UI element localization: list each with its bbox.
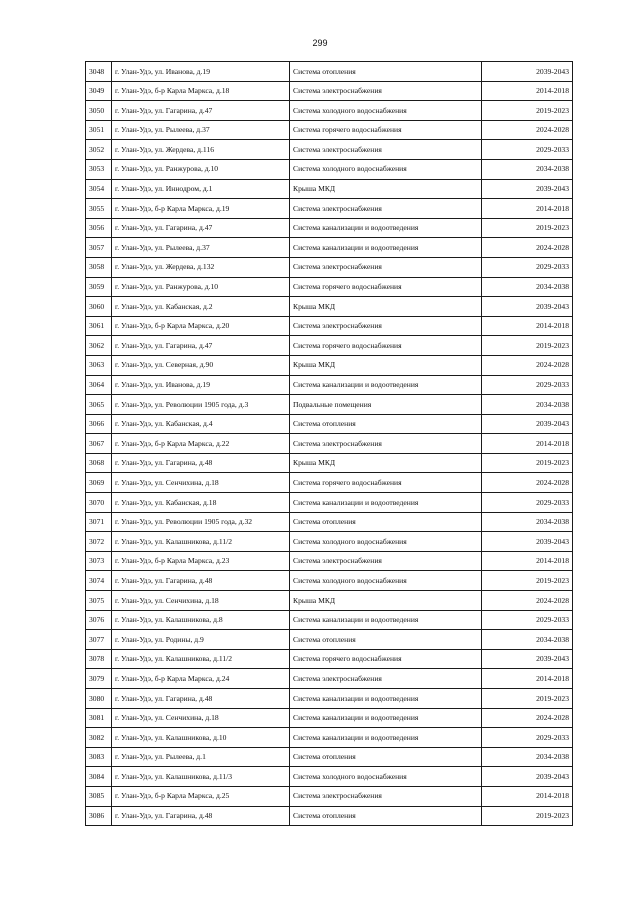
period-cell: 2034-2038 [482, 630, 573, 650]
system-cell: Крыша МКД [290, 453, 482, 473]
system-cell: Крыша МКД [290, 179, 482, 199]
period-cell: 2039-2043 [482, 179, 573, 199]
system-cell: Система холодного водоснабжения [290, 767, 482, 787]
address-cell: г. Улан-Удэ, ул. Иннодром, д.1 [112, 179, 290, 199]
table-row [86, 551, 573, 571]
system-cell: Система отопления [290, 747, 482, 767]
row-number-cell: 3054 [86, 179, 112, 199]
row-number-cell: 3068 [86, 453, 112, 473]
period-cell: 2019-2023 [482, 101, 573, 121]
system-cell: Система отопления [290, 806, 482, 826]
address-cell: г. Улан-Удэ, ул. Кабанская, д.4 [112, 414, 290, 434]
period-cell: 2034-2038 [482, 159, 573, 179]
period-cell: 2019-2023 [482, 453, 573, 473]
period-cell: 2034-2038 [482, 277, 573, 297]
address-cell: г. Улан-Удэ, б-р Карла Маркса, д.20 [112, 316, 290, 336]
system-cell: Система электроснабжения [290, 434, 482, 454]
address-cell: г. Улан-Удэ, ул. Рылеева, д.1 [112, 747, 290, 767]
address-cell: г. Улан-Удэ, ул. Родины, д.9 [112, 630, 290, 650]
period-cell: 2039-2043 [482, 62, 573, 82]
system-cell: Подвальные помещения [290, 395, 482, 415]
address-cell: г. Улан-Удэ, б-р Карла Маркса, д.23 [112, 551, 290, 571]
address-cell: г. Улан-Удэ, б-р Карла Маркса, д.25 [112, 786, 290, 806]
address-cell: г. Улан-Удэ, б-р Карла Маркса, д.22 [112, 434, 290, 454]
period-cell: 2034-2038 [482, 395, 573, 415]
address-cell: г. Улан-Удэ, ул. Ранжурова, д.10 [112, 277, 290, 297]
system-cell: Система электроснабжения [290, 257, 482, 277]
address-cell: г. Улан-Удэ, б-р Карла Маркса, д.24 [112, 669, 290, 689]
period-cell: 2014-2018 [482, 199, 573, 219]
row-number-cell: 3085 [86, 786, 112, 806]
table-row [86, 120, 573, 140]
address-cell: г. Улан-Удэ, ул. Кабанская, д.18 [112, 493, 290, 513]
table-row [86, 257, 573, 277]
address-cell: г. Улан-Удэ, ул. Калашникова, д.8 [112, 610, 290, 630]
address-cell: г. Улан-Удэ, ул. Гагарина, д.48 [112, 571, 290, 591]
system-cell: Система отопления [290, 62, 482, 82]
address-cell: г. Улан-Удэ, ул. Рылеева, д.37 [112, 120, 290, 140]
table-row [86, 62, 573, 82]
period-cell: 2039-2043 [482, 532, 573, 552]
address-cell: г. Улан-Удэ, ул. Гагарина, д.48 [112, 806, 290, 826]
system-cell: Система электроснабжения [290, 199, 482, 219]
system-cell: Крыша МКД [290, 297, 482, 317]
system-cell: Система холодного водоснабжения [290, 571, 482, 591]
table-row [86, 218, 573, 238]
row-number-cell: 3075 [86, 591, 112, 611]
period-cell: 2039-2043 [482, 767, 573, 787]
address-cell: г. Улан-Удэ, ул. Революции 1905 года, д.3 [112, 395, 290, 415]
period-cell: 2029-2033 [482, 140, 573, 160]
period-cell: 2029-2033 [482, 257, 573, 277]
address-cell: г. Улан-Удэ, б-р Карла Маркса, д.19 [112, 199, 290, 219]
address-cell: г. Улан-Удэ, ул. Жердева, д.116 [112, 140, 290, 160]
row-number-cell: 3061 [86, 316, 112, 336]
system-cell: Система электроснабжения [290, 316, 482, 336]
row-number-cell: 3062 [86, 336, 112, 356]
period-cell: 2019-2023 [482, 336, 573, 356]
table-row [86, 630, 573, 650]
address-cell: г. Улан-Удэ, ул. Северная, д.90 [112, 355, 290, 375]
table-row [86, 101, 573, 121]
system-cell: Система канализации и водоотведения [290, 238, 482, 258]
table-row [86, 532, 573, 552]
row-number-cell: 3055 [86, 199, 112, 219]
period-cell: 2014-2018 [482, 786, 573, 806]
row-number-cell: 3070 [86, 493, 112, 513]
address-cell: г. Улан-Удэ, ул. Калашникова, д.11/2 [112, 532, 290, 552]
address-cell: г. Улан-Удэ, ул. Кабанская, д.2 [112, 297, 290, 317]
row-number-cell: 3071 [86, 512, 112, 532]
table-row [86, 336, 573, 356]
period-cell: 2024-2028 [482, 355, 573, 375]
system-cell: Крыша МКД [290, 355, 482, 375]
system-cell: Система холодного водоснабжения [290, 101, 482, 121]
address-cell: г. Улан-Удэ, ул. Гагарина, д.48 [112, 453, 290, 473]
table-row [86, 591, 573, 611]
period-cell: 2029-2033 [482, 493, 573, 513]
row-number-cell: 3084 [86, 767, 112, 787]
row-number-cell: 3053 [86, 159, 112, 179]
period-cell: 2039-2043 [482, 297, 573, 317]
table-row [86, 140, 573, 160]
system-cell: Система холодного водоснабжения [290, 159, 482, 179]
row-number-cell: 3058 [86, 257, 112, 277]
system-cell: Система канализации и водоотведения [290, 493, 482, 513]
table-row [86, 297, 573, 317]
row-number-cell: 3077 [86, 630, 112, 650]
table-row [86, 649, 573, 669]
table-row [86, 708, 573, 728]
row-number-cell: 3083 [86, 747, 112, 767]
system-cell: Система горячего водоснабжения [290, 120, 482, 140]
table-row [86, 316, 573, 336]
address-cell: г. Улан-Удэ, ул. Гагарина, д.47 [112, 336, 290, 356]
table-row [86, 355, 573, 375]
period-cell: 2019-2023 [482, 218, 573, 238]
period-cell: 2014-2018 [482, 316, 573, 336]
period-cell: 2014-2018 [482, 551, 573, 571]
address-cell: г. Улан-Удэ, ул. Революции 1905 года, д.32 [112, 512, 290, 532]
period-cell: 2014-2018 [482, 669, 573, 689]
row-number-cell: 3052 [86, 140, 112, 160]
period-cell: 2024-2028 [482, 473, 573, 493]
table-row [86, 453, 573, 473]
system-cell: Система горячего водоснабжения [290, 277, 482, 297]
row-number-cell: 3064 [86, 375, 112, 395]
table-row [86, 159, 573, 179]
period-cell: 2029-2033 [482, 728, 573, 748]
system-cell: Система отопления [290, 630, 482, 650]
row-number-cell: 3051 [86, 120, 112, 140]
table-row [86, 473, 573, 493]
row-number-cell: 3086 [86, 806, 112, 826]
row-number-cell: 3073 [86, 551, 112, 571]
row-number-cell: 3067 [86, 434, 112, 454]
system-cell: Крыша МКД [290, 591, 482, 611]
period-cell: 2024-2028 [482, 238, 573, 258]
system-cell: Система отопления [290, 512, 482, 532]
address-cell: г. Улан-Удэ, ул. Гагарина, д.47 [112, 218, 290, 238]
row-number-cell: 3082 [86, 728, 112, 748]
registry-table [85, 61, 573, 826]
period-cell: 2019-2023 [482, 571, 573, 591]
period-cell: 2024-2028 [482, 708, 573, 728]
table-row [86, 199, 573, 219]
row-number-cell: 3081 [86, 708, 112, 728]
address-cell: г. Улан-Удэ, ул. Сенчихина, д.18 [112, 591, 290, 611]
system-cell: Система канализации и водоотведения [290, 375, 482, 395]
address-cell: г. Улан-Удэ, ул. Иванова, д.19 [112, 62, 290, 82]
table-row [86, 277, 573, 297]
period-cell: 2029-2033 [482, 610, 573, 630]
row-number-cell: 3059 [86, 277, 112, 297]
table-row [86, 786, 573, 806]
row-number-cell: 3074 [86, 571, 112, 591]
system-cell: Система канализации и водоотведения [290, 728, 482, 748]
period-cell: 2029-2033 [482, 375, 573, 395]
system-cell: Система горячего водоснабжения [290, 473, 482, 493]
table-row [86, 238, 573, 258]
table-row [86, 669, 573, 689]
period-cell: 2039-2043 [482, 649, 573, 669]
system-cell: Система электроснабжения [290, 669, 482, 689]
row-number-cell: 3057 [86, 238, 112, 258]
address-cell: г. Улан-Удэ, ул. Сенчихина, д.18 [112, 473, 290, 493]
page-number: 299 [312, 38, 328, 48]
row-number-cell: 3050 [86, 101, 112, 121]
period-cell: 2024-2028 [482, 591, 573, 611]
row-number-cell: 3063 [86, 355, 112, 375]
table-row [86, 806, 573, 826]
address-cell: г. Улан-Удэ, ул. Калашникова, д.11/3 [112, 767, 290, 787]
row-number-cell: 3080 [86, 689, 112, 709]
row-number-cell: 3049 [86, 81, 112, 101]
row-number-cell: 3076 [86, 610, 112, 630]
table-row [86, 728, 573, 748]
row-number-cell: 3065 [86, 395, 112, 415]
period-cell: 2014-2018 [482, 434, 573, 454]
system-cell: Система отопления [290, 414, 482, 434]
row-number-cell: 3048 [86, 62, 112, 82]
row-number-cell: 3069 [86, 473, 112, 493]
period-cell: 2034-2038 [482, 512, 573, 532]
address-cell: г. Улан-Удэ, ул. Ранжурова, д.10 [112, 159, 290, 179]
period-cell: 2019-2023 [482, 806, 573, 826]
row-number-cell: 3056 [86, 218, 112, 238]
address-cell: г. Улан-Удэ, ул. Гагарина, д.48 [112, 689, 290, 709]
table-row [86, 512, 573, 532]
system-cell: Система горячего водоснабжения [290, 649, 482, 669]
table-row [86, 434, 573, 454]
system-cell: Система канализации и водоотведения [290, 689, 482, 709]
period-cell: 2034-2038 [482, 747, 573, 767]
table-row [86, 493, 573, 513]
system-cell: Система электроснабжения [290, 786, 482, 806]
table-row [86, 395, 573, 415]
system-cell: Система электроснабжения [290, 140, 482, 160]
registry-table-body [86, 62, 573, 826]
system-cell: Система горячего водоснабжения [290, 336, 482, 356]
table-row [86, 610, 573, 630]
system-cell: Система электроснабжения [290, 81, 482, 101]
row-number-cell: 3066 [86, 414, 112, 434]
period-cell: 2024-2028 [482, 120, 573, 140]
period-cell: 2019-2023 [482, 689, 573, 709]
address-cell: г. Улан-Удэ, б-р Карла Маркса, д.18 [112, 81, 290, 101]
system-cell: Система канализации и водоотведения [290, 610, 482, 630]
table-row [86, 747, 573, 767]
address-cell: г. Улан-Удэ, ул. Рылеева, д.37 [112, 238, 290, 258]
address-cell: г. Улан-Удэ, ул. Гагарина, д.47 [112, 101, 290, 121]
row-number-cell: 3079 [86, 669, 112, 689]
table-row [86, 81, 573, 101]
address-cell: г. Улан-Удэ, ул. Калашникова, д.10 [112, 728, 290, 748]
table-row [86, 179, 573, 199]
table-row [86, 571, 573, 591]
table-row [86, 414, 573, 434]
address-cell: г. Улан-Удэ, ул. Иванова, д.19 [112, 375, 290, 395]
period-cell: 2014-2018 [482, 81, 573, 101]
table-row [86, 375, 573, 395]
table-row [86, 689, 573, 709]
row-number-cell: 3060 [86, 297, 112, 317]
address-cell: г. Улан-Удэ, ул. Жердева, д.132 [112, 257, 290, 277]
period-cell: 2039-2043 [482, 414, 573, 434]
system-cell: Система канализации и водоотведения [290, 708, 482, 728]
address-cell: г. Улан-Удэ, ул. Сенчихина, д.18 [112, 708, 290, 728]
row-number-cell: 3072 [86, 532, 112, 552]
system-cell: Система холодного водоснабжения [290, 532, 482, 552]
system-cell: Система канализации и водоотведения [290, 218, 482, 238]
row-number-cell: 3078 [86, 649, 112, 669]
system-cell: Система электроснабжения [290, 551, 482, 571]
table-row [86, 767, 573, 787]
address-cell: г. Улан-Удэ, ул. Калашникова, д.11/2 [112, 649, 290, 669]
